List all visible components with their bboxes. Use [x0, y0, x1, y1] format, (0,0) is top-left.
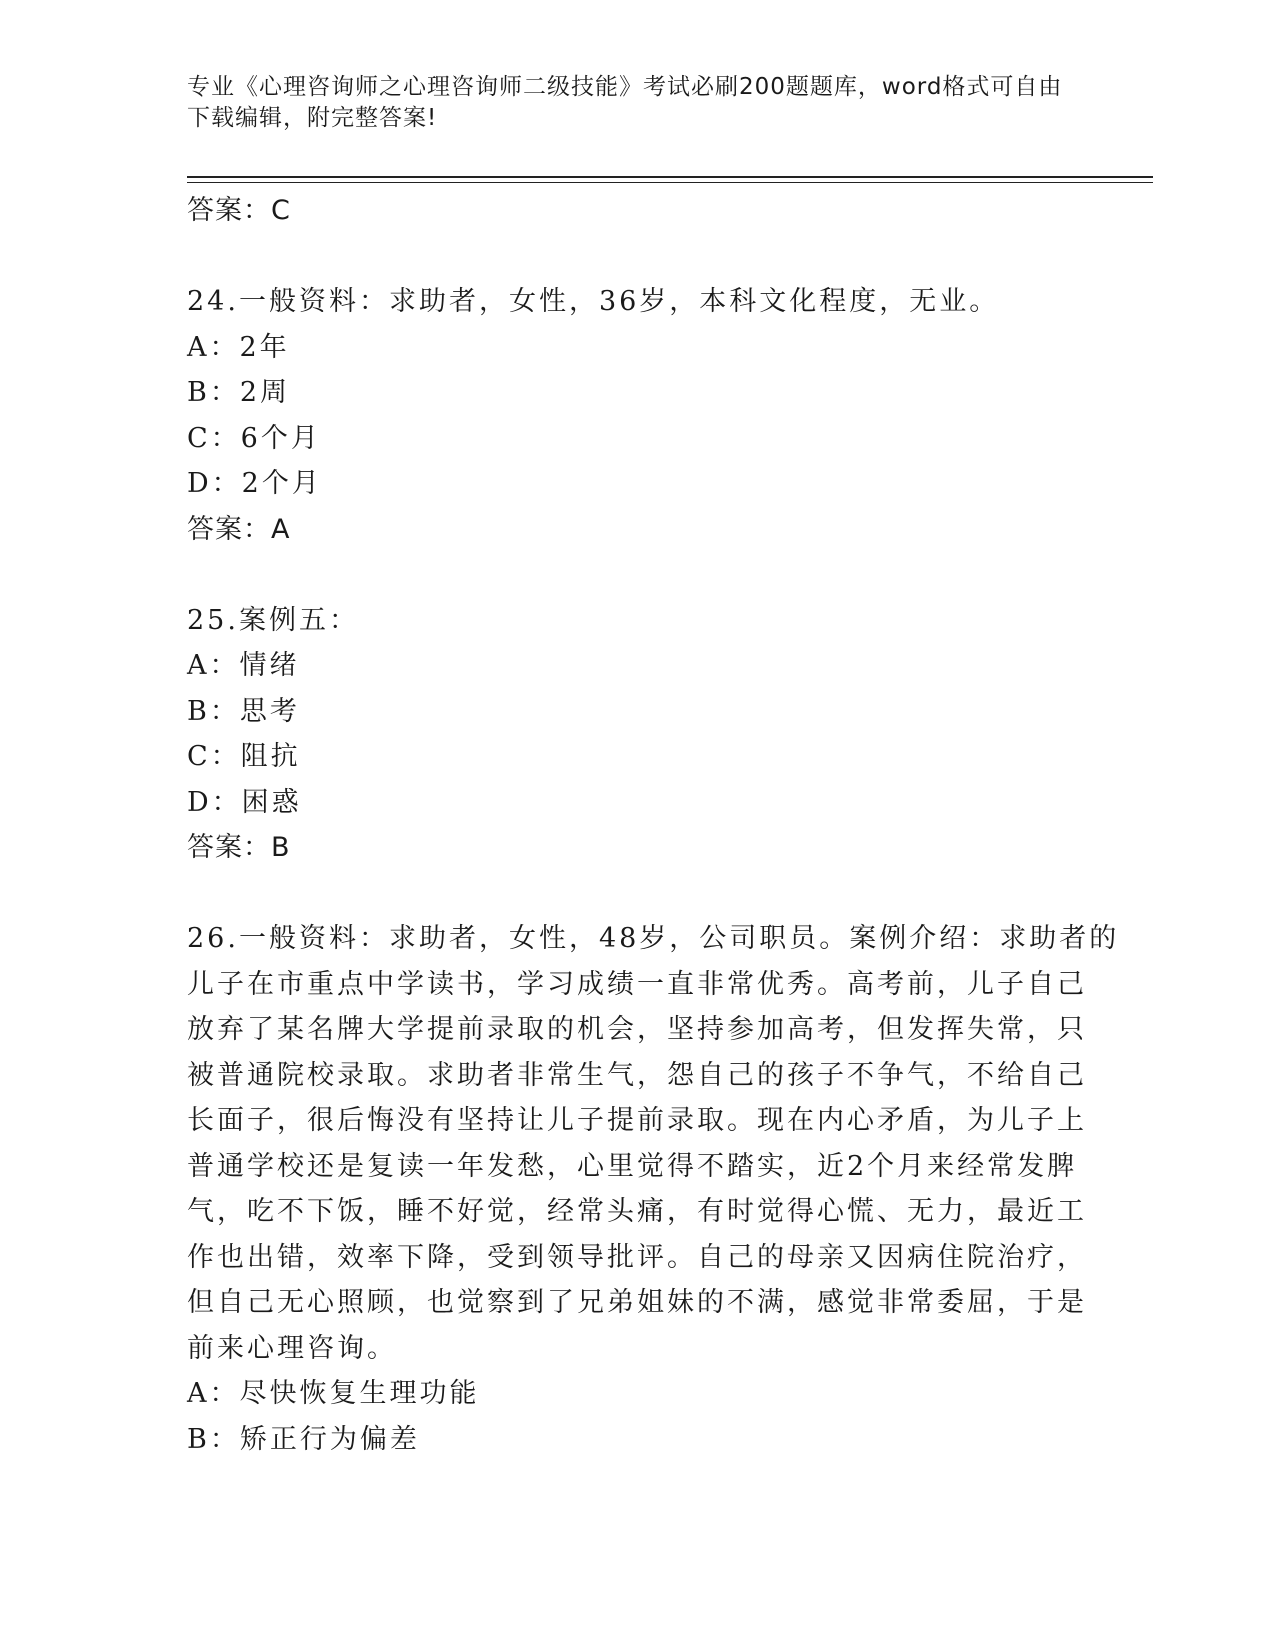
question-24: [187, 279, 1087, 552]
question-26-stem-line: 但自己无心照顾，也觉察到了兄弟姐妹的不满，感觉非常委屈，于是: [187, 1287, 1087, 1318]
question-24-option-b: B：2周: [187, 377, 291, 408]
header-divider-thick: [187, 176, 1153, 178]
question-26-stem-line: 前来心理咨询。: [187, 1332, 397, 1364]
document-header-intro: 专业《心理咨询师之心理咨询师二级技能》考试必刷200题题库，word格式可自由下载编辑，附完整答案!: [187, 74, 1063, 131]
question-26: [187, 916, 1120, 1462]
question-25: [187, 598, 1087, 871]
previous-answer: 答案：C: [187, 195, 291, 226]
question-25-option-b: B：思考: [187, 695, 300, 727]
question-26-stem-line: 长面子，很后悔没有坚持让儿子提前录取。现在内心矛盾，为儿子上: [187, 1105, 1087, 1136]
question-24-option-a: A：2年: [187, 331, 290, 363]
question-26-stem-line: 被普通院校录取。求助者非常生气，怨自己的孩子不争气，不给自己: [187, 1059, 1087, 1091]
question-26-stem-line: 普通学校还是复读一年发愁，心里觉得不踏实，近2个月来经常发脾: [187, 1150, 1078, 1182]
question-24-stem: 24.一般资料：求助者，女性，36岁，本科文化程度，无业。: [187, 286, 1000, 317]
question-24-option-c: C：6个月: [187, 422, 321, 454]
spacer: [187, 871, 1087, 917]
question-25-option-d: D：困惑: [187, 786, 302, 818]
question-25-option-a: A：情绪: [187, 650, 300, 681]
question-26-stem-line: 放弃了某名牌大学提前录取的机会，坚持参加高考，但发挥失常，只: [187, 1014, 1087, 1045]
question-list: [187, 188, 1120, 1462]
spacer: [187, 234, 1087, 280]
question-24-option-d: D：2个月: [187, 468, 322, 499]
header-divider-thin: [187, 182, 1153, 183]
question-25-option-c: C：阻抗: [187, 741, 301, 772]
question-26-stem-line: 气，吃不下饭，睡不好觉，经常头痛，有时觉得心慌、无力，最近工: [187, 1196, 1087, 1227]
question-25-stem: 25.案例五：: [187, 604, 359, 636]
question-26-stem-line: 儿子在市重点中学读书，学习成绩一直非常优秀。高考前，儿子自己: [187, 968, 1087, 1000]
question-26-stem-line: 26.一般资料：求助者，女性，48岁，公司职员。案例介绍：求助者的: [187, 923, 1120, 954]
question-26-option-a: A：尽快恢复生理功能: [187, 1378, 480, 1409]
question-26-option-b: B：矫正行为偏差: [187, 1423, 420, 1455]
question-26-stem-line: 作也出错，效率下降，受到领导批评。自己的母亲又因病住院治疗，: [187, 1241, 1087, 1273]
question-25-answer: 答案：B: [187, 832, 291, 863]
question-24-answer: 答案：A: [187, 513, 291, 545]
spacer: [187, 552, 1087, 598]
